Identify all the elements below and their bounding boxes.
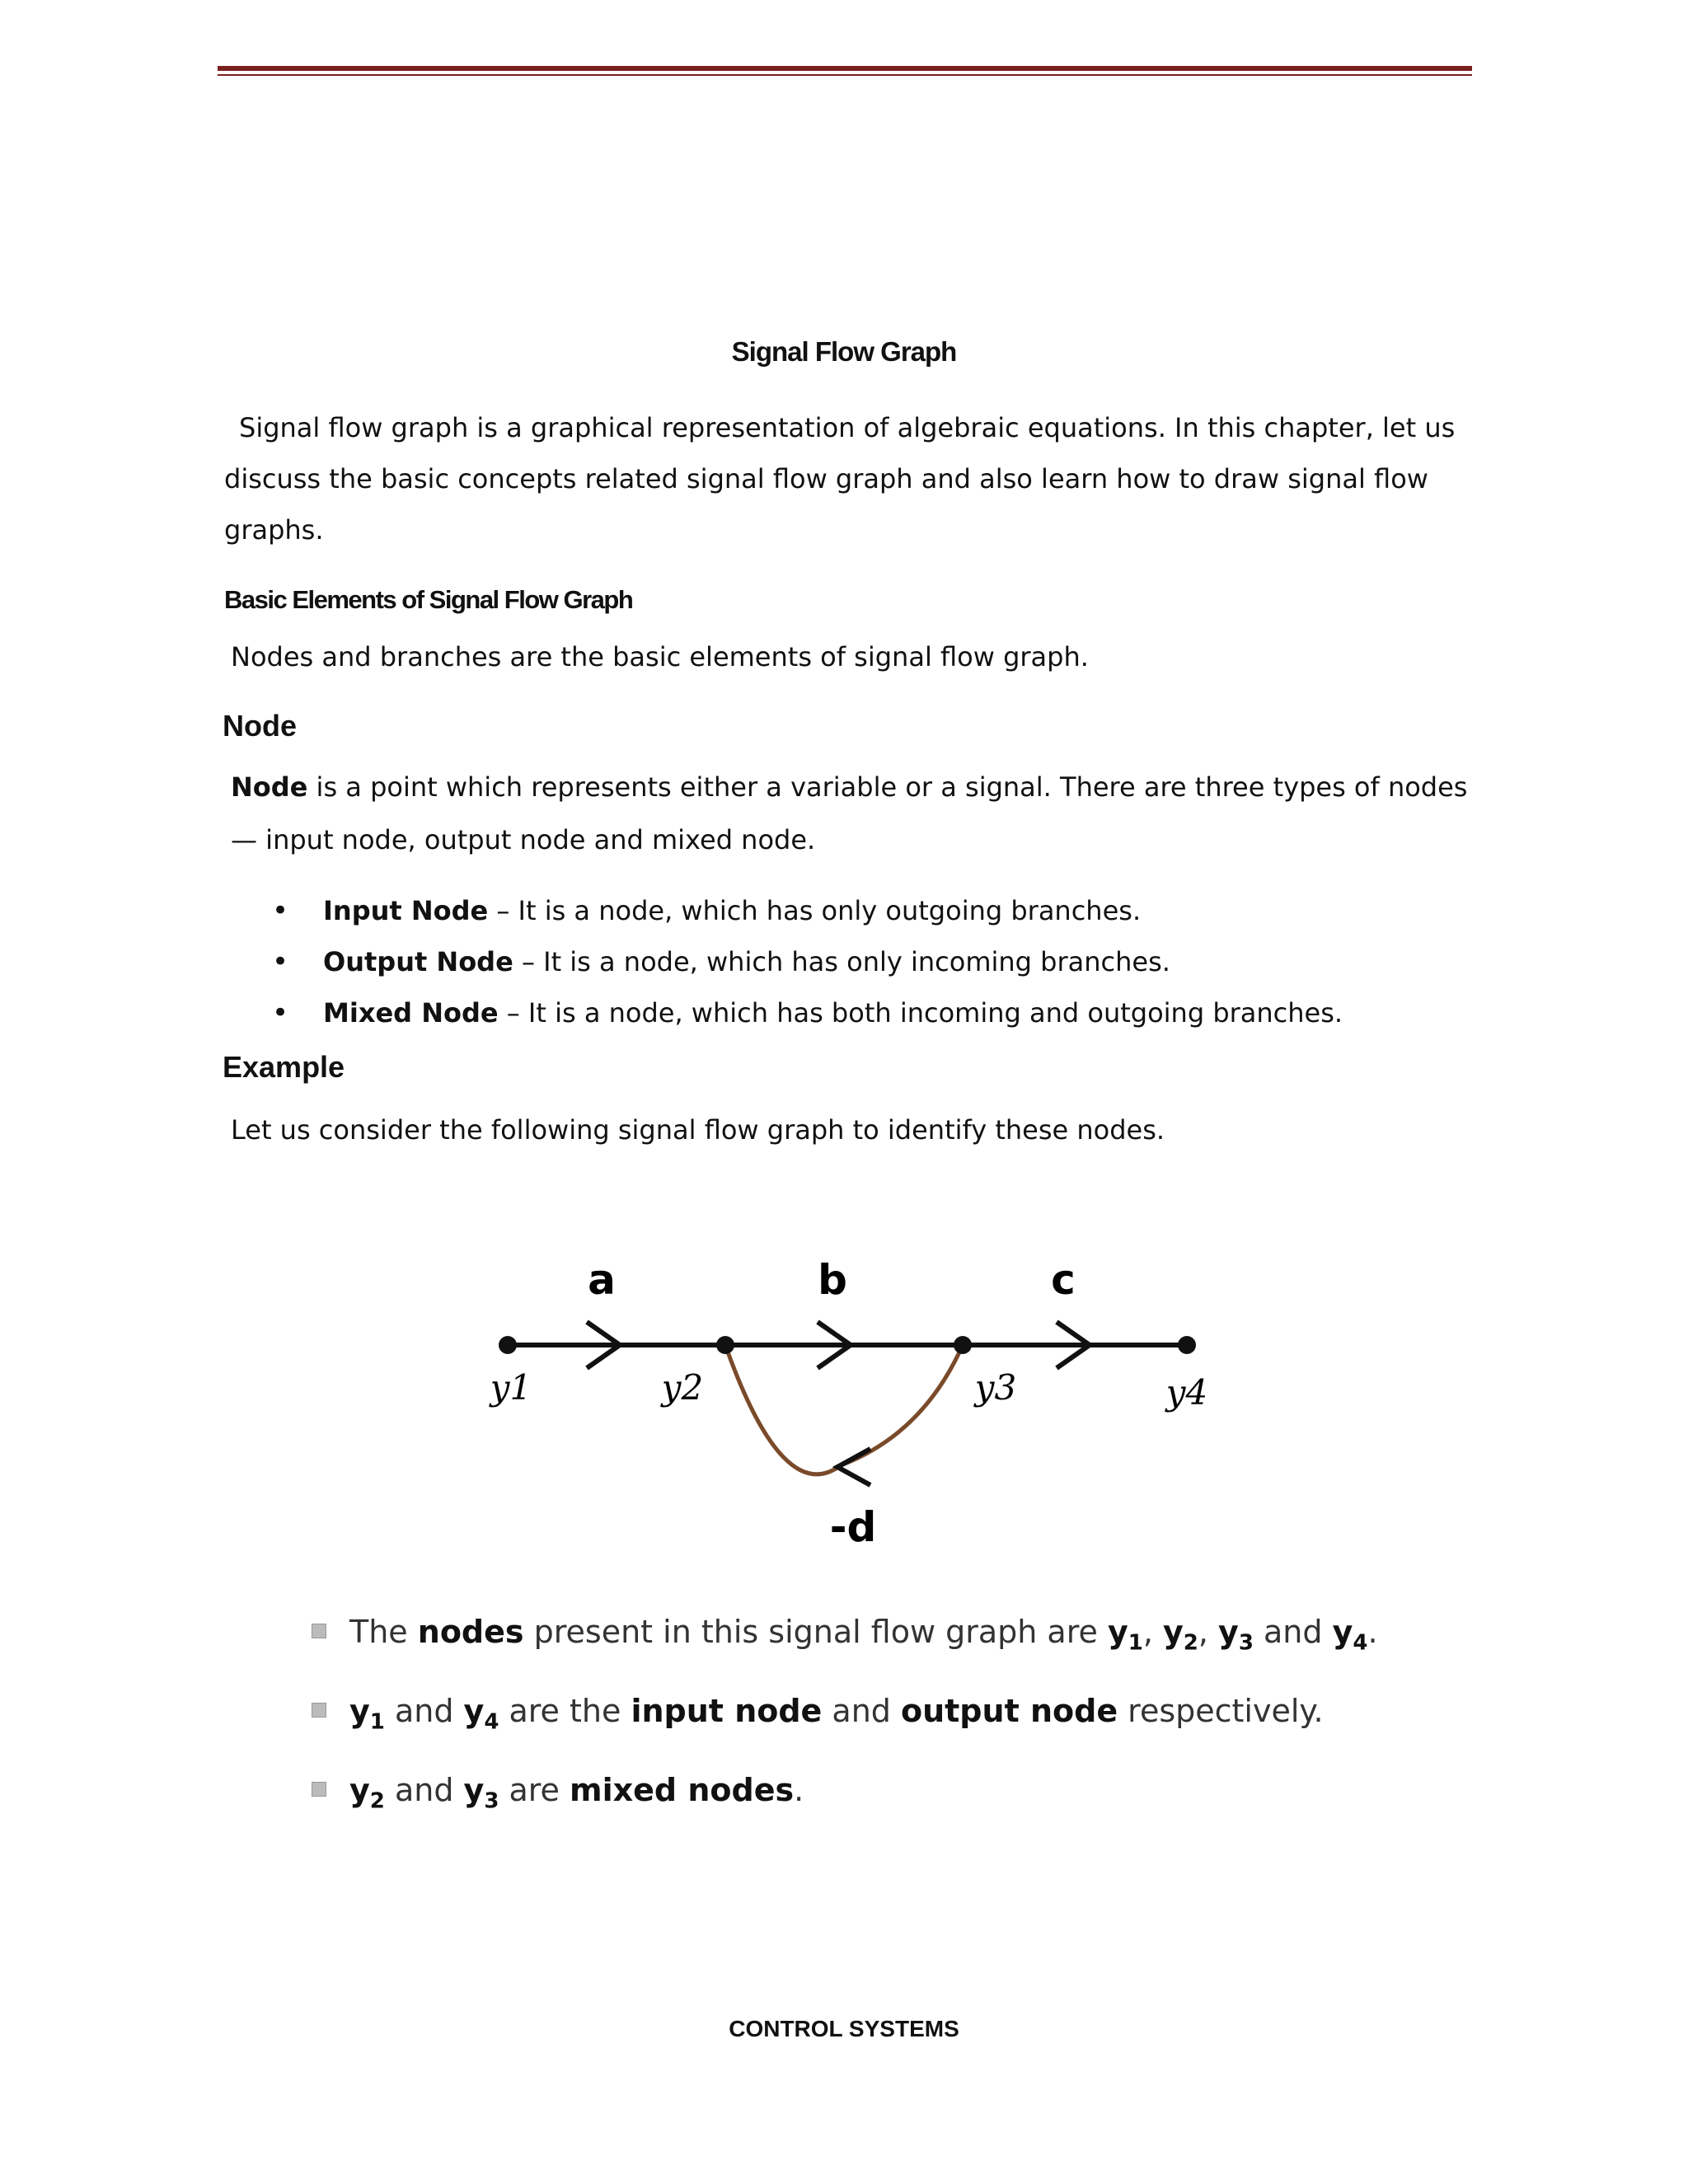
bullet-icon: • xyxy=(272,996,289,1029)
square-bullet-icon xyxy=(312,1624,326,1638)
bullet-icon: • xyxy=(272,945,289,978)
bullet-icon: • xyxy=(272,894,289,927)
intro-paragraph: Signal flow graph is a graphical representation of algebraic equations. In this chapter, let us discuss the basic concepts related signal flow graph and also learn how to draw signal flow graphs. xyxy=(224,412,1456,546)
feedback-label: -d xyxy=(829,1503,877,1551)
header-rule-thick xyxy=(218,66,1472,71)
feedback-branch xyxy=(725,1345,963,1474)
section-heading-basic-elements: Basic Elements of Signal Flow Graph xyxy=(224,585,633,614)
summary-list xyxy=(305,1607,1378,1844)
basic-elements-text: Nodes and branches are the basic elements of signal flow graph. xyxy=(231,641,1089,673)
node-term: Node xyxy=(231,771,308,803)
node-y1 xyxy=(499,1336,517,1354)
example-text: Let us consider the following signal flow graph to identify these nodes. xyxy=(231,1114,1165,1146)
list-item: • Input Node – It is a node, which has only outgoing branches. xyxy=(272,890,1343,941)
square-bullet-icon xyxy=(312,1782,326,1797)
node-label-y4: y4 xyxy=(1165,1372,1208,1413)
node-definition-text: is a point which represents either a variable or a signal. There are three types of nodes xyxy=(307,771,1468,803)
branch-label-a: a xyxy=(588,1256,616,1304)
node-types-list xyxy=(272,890,1343,1043)
branch-label-c: c xyxy=(1051,1256,1076,1304)
node-label-y1: y1 xyxy=(490,1367,532,1408)
node-y3 xyxy=(954,1336,972,1354)
list-item: • Output Node – It is a node, which has only incoming branches. xyxy=(272,941,1343,992)
section-heading-node: Node xyxy=(223,709,297,743)
list-item: • Mixed Node – It is a node, which has both incoming and outgoing branches. xyxy=(272,992,1343,1043)
square-bullet-icon xyxy=(312,1703,326,1718)
node-y2 xyxy=(716,1336,734,1354)
branch-label-b: b xyxy=(818,1256,847,1304)
page-title: Signal Flow Graph xyxy=(731,336,957,367)
header-rule-thin xyxy=(218,74,1472,76)
page-footer: CONTROL SYSTEMS xyxy=(729,2016,959,2041)
signal-flow-graph-diagram xyxy=(462,1236,1253,1566)
node-definition xyxy=(231,771,1467,803)
list-item: $y_1$ and $y_4$ are the input node and output node respectively. xyxy=(305,1686,1378,1765)
section-heading-example: Example xyxy=(223,1050,345,1084)
list-item: $y_2$ and $y_3$ are mixed nodes. xyxy=(305,1765,1378,1844)
list-item: The nodes present in this signal flow graph are $y_1$, $y_2$, $y_3$ and $y_4$. xyxy=(305,1607,1378,1686)
node-y4 xyxy=(1178,1336,1196,1354)
node-types-summary: — input node, output node and mixed node. xyxy=(231,824,816,855)
arrow-feedback-icon xyxy=(837,1449,870,1485)
node-label-y3: y3 xyxy=(974,1367,1017,1408)
node-label-y2: y2 xyxy=(661,1367,704,1408)
